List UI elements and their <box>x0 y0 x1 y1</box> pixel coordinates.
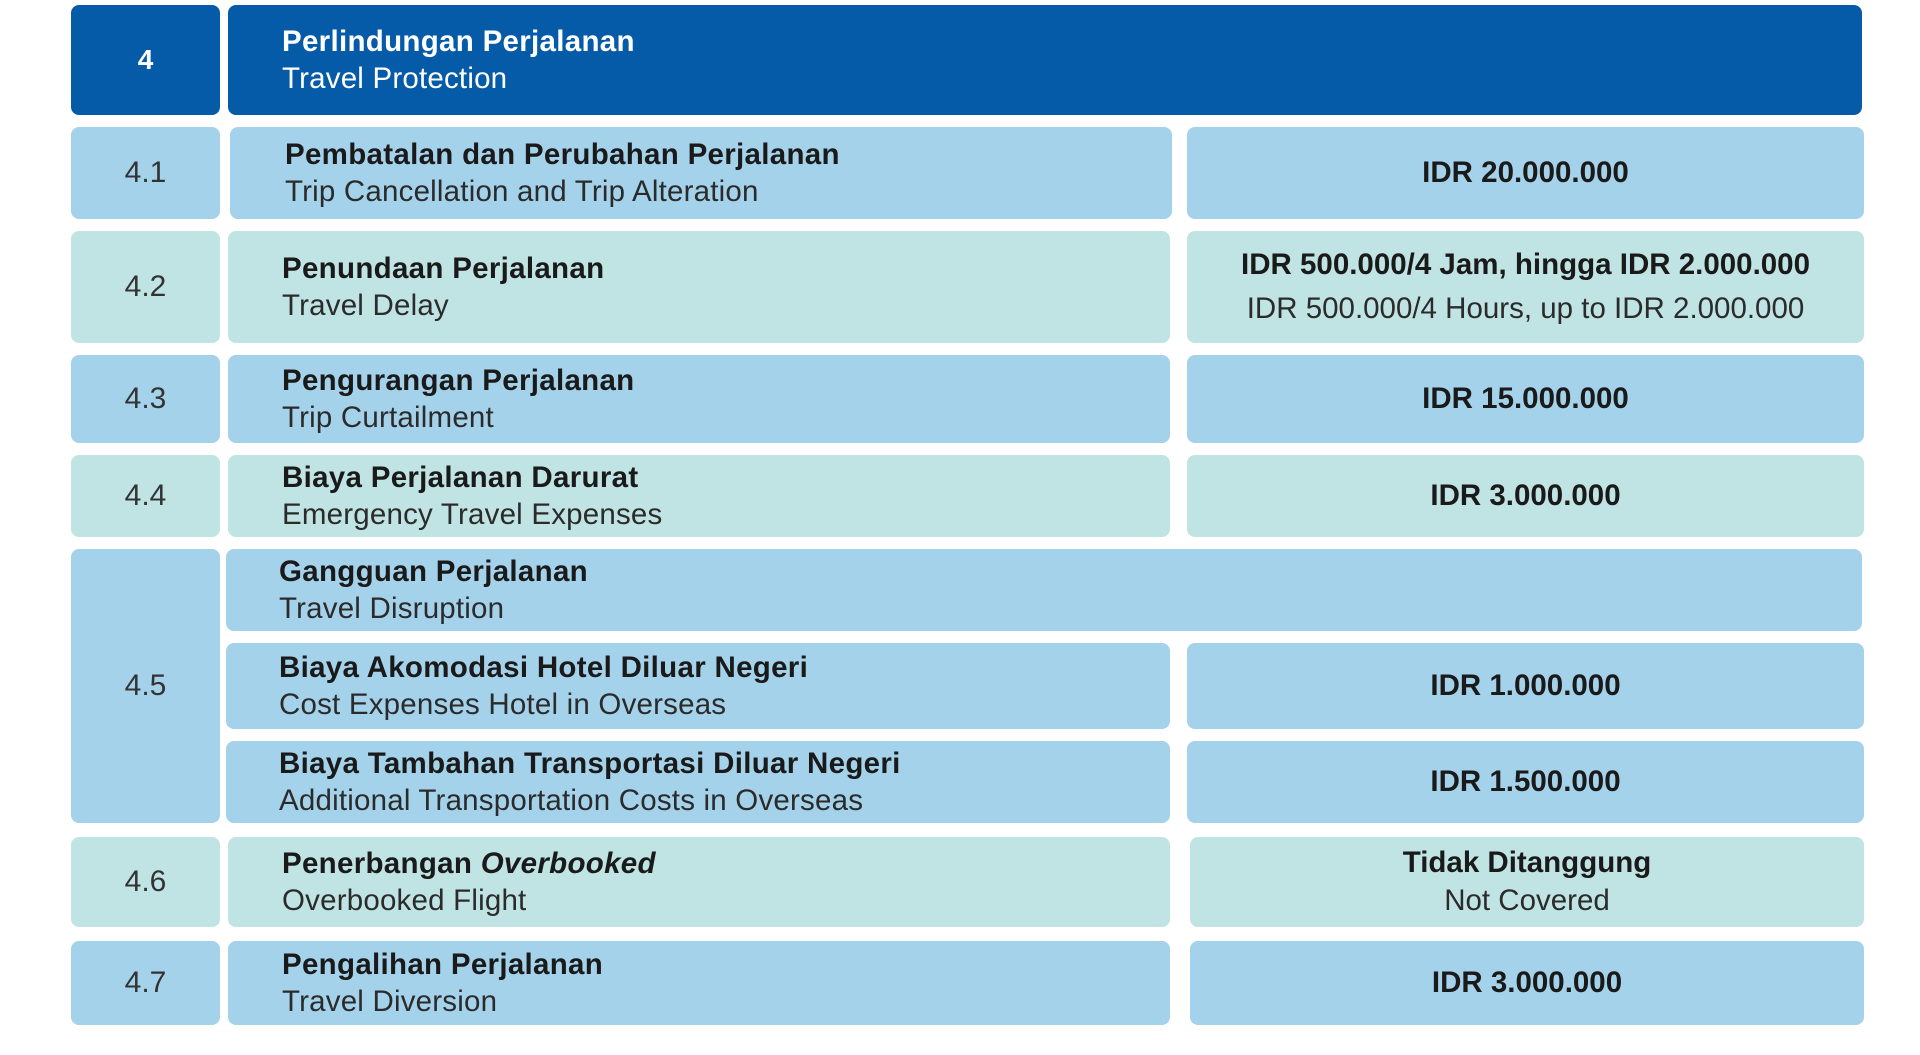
row-value-4-4 <box>1187 455 1864 537</box>
row-title-id <box>282 845 1170 882</box>
row-number-text: 4.1 <box>124 156 167 189</box>
subrow-value-transport <box>1187 741 1864 823</box>
row-number-4-5 <box>71 549 220 823</box>
row-description-4-2 <box>228 231 1170 343</box>
row-title-en: Trip Cancellation and Trip Alteration <box>285 175 759 208</box>
section-title-id: Perlindungan Perjalanan <box>282 25 635 58</box>
row-value-text: IDR 3.000.000 <box>1430 479 1621 512</box>
row-title-en: Trip Curtailment <box>282 401 494 434</box>
row-value-text: IDR 15.000.000 <box>1422 382 1629 415</box>
row-description-4-7 <box>228 941 1170 1025</box>
row-title-id: Pengurangan Perjalanan <box>282 364 635 397</box>
section-title-en: Travel Protection <box>282 62 508 95</box>
row-value-text: Tidak Ditanggung <box>1402 846 1652 879</box>
row-value-text: IDR 20.000.000 <box>1422 156 1629 189</box>
row-title-id: Gangguan Perjalanan <box>279 555 588 588</box>
row-value-text: IDR 3.000.000 <box>1431 966 1623 999</box>
row-value-text: IDR 500.000/4 Jam, hingga IDR 2.000.000 <box>1241 248 1810 281</box>
row-title-id: Biaya Perjalanan Darurat <box>282 461 639 494</box>
row-description-4-3 <box>228 355 1170 443</box>
row-title-en: Cost Expenses Hotel in Overseas <box>279 688 727 721</box>
row-title-en: Travel Diversion <box>282 985 498 1018</box>
row-description-4-6 <box>228 837 1170 927</box>
row-title-id: Penundaan Perjalanan <box>282 252 605 285</box>
row-number-text: 4.6 <box>124 865 167 898</box>
row-title-id: Biaya Akomodasi Hotel Diluar Negeri <box>279 651 809 684</box>
row-title-id: Biaya Tambahan Transportasi Diluar Negeri <box>279 747 901 780</box>
row-value-4-3 <box>1187 355 1864 443</box>
row-title-id-prefix: Penerbangan <box>282 847 473 880</box>
row-number-4-1 <box>71 127 220 219</box>
subrow-description-hotel <box>226 643 1170 729</box>
row-title-en: Overbooked Flight <box>282 884 527 917</box>
row-title-en: Emergency Travel Expenses <box>282 498 663 531</box>
row-value-text-en: IDR 500.000/4 Hours, up to IDR 2.000.000 <box>1246 292 1805 325</box>
row-number-text: 4.3 <box>124 382 167 415</box>
row-title-id-italic: Overbooked <box>480 847 656 880</box>
row-value-text: IDR 1.500.000 <box>1430 765 1621 798</box>
row-title-en: Travel Disruption <box>279 592 505 625</box>
section-number <box>71 5 220 115</box>
row-title-en: Additional Transportation Costs in Overseas <box>279 784 864 817</box>
section-number-text: 4 <box>137 44 154 75</box>
row-description-4-5 <box>226 549 1862 631</box>
subrow-description-transport <box>226 741 1170 823</box>
row-title-en: Travel Delay <box>282 289 449 322</box>
row-number-4-7 <box>71 941 220 1025</box>
row-title-id: Pengalihan Perjalanan <box>282 948 604 981</box>
row-description-4-1 <box>230 127 1172 219</box>
row-number-text: 4.2 <box>124 270 167 303</box>
row-description-4-4 <box>228 455 1170 537</box>
subrow-value-hotel <box>1187 643 1864 729</box>
row-number-4-3 <box>71 355 220 443</box>
row-number-text: 4.5 <box>124 669 167 702</box>
row-value-4-1 <box>1187 127 1864 219</box>
row-number-text: 4.7 <box>124 966 167 999</box>
row-number-4-4 <box>71 455 220 537</box>
section-header <box>228 5 1862 115</box>
row-value-text: IDR 1.000.000 <box>1430 669 1621 702</box>
row-value-4-6 <box>1190 837 1864 927</box>
row-title-id: Pembatalan dan Perubahan Perjalanan <box>285 138 840 171</box>
row-value-4-7 <box>1190 941 1864 1025</box>
row-value-4-2 <box>1187 231 1864 343</box>
row-number-text: 4.4 <box>124 479 167 512</box>
row-number-4-6 <box>71 837 220 927</box>
row-number-4-2 <box>71 231 220 343</box>
row-value-text-en: Not Covered <box>1444 884 1610 917</box>
